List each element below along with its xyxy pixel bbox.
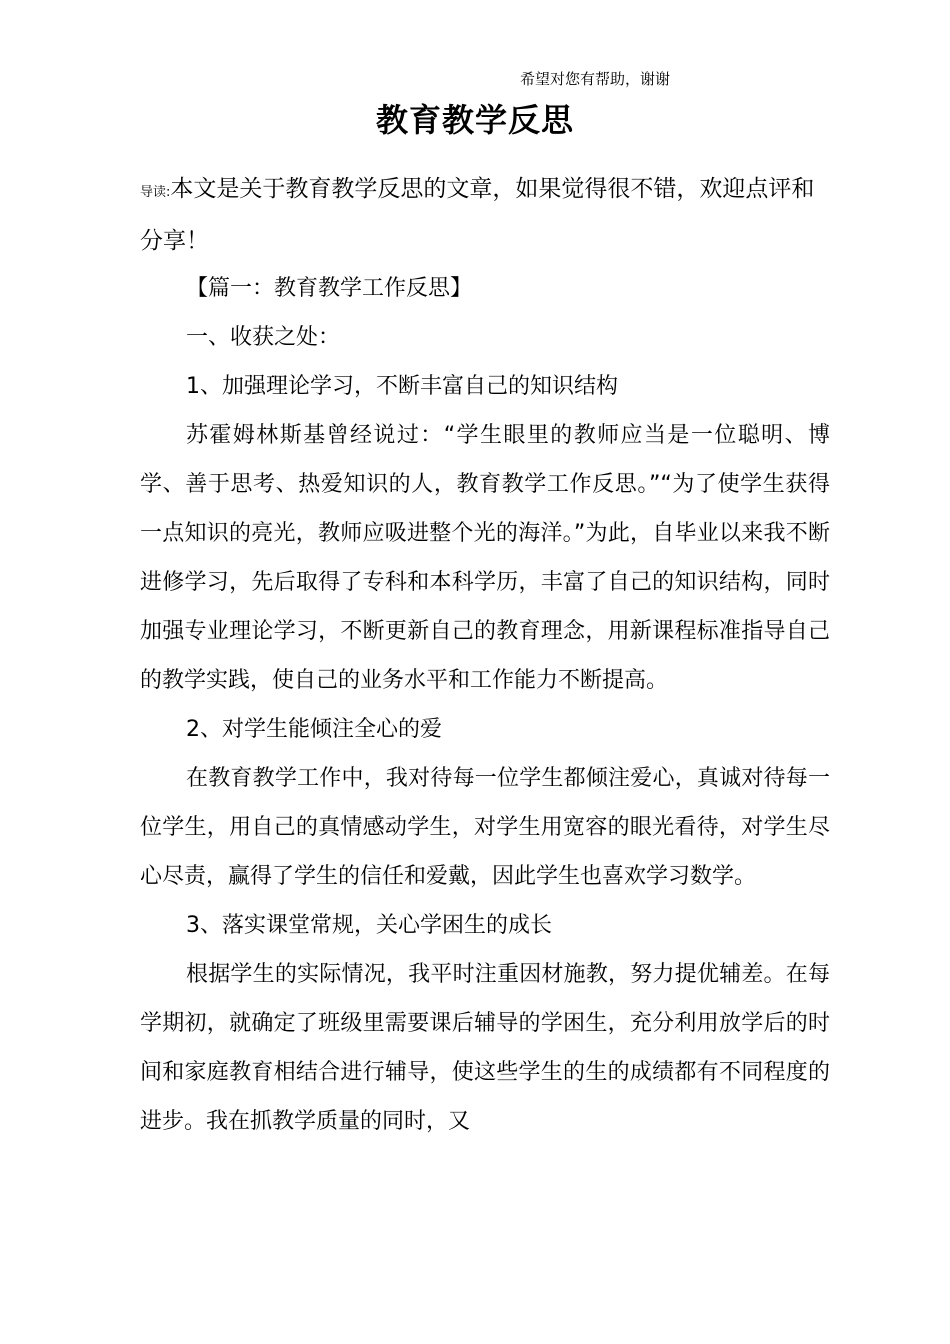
document-title: 教育教学反思 (375, 101, 574, 139)
intro-paragraph (140, 165, 830, 265)
point-heading: 2、对学生能倾注全心的爱 (186, 717, 442, 742)
section-heading: 【篇一：教育教学工作反思】 (186, 276, 473, 301)
point-heading: 1、加强理论学习，不断丰富自己的知识结构 (186, 374, 618, 399)
intro-text: 本文是关于教育教学反思的文章，如果觉得很不错，欢迎点评和分享！ (140, 176, 815, 254)
subsection-heading: 一、收获之处： (186, 325, 341, 350)
intro-label: 导读: (140, 185, 171, 200)
document-body (140, 264, 830, 1146)
body-paragraph: 在教育教学工作中，我对待每一位学生都倾注爱心，真诚对待每一位学生，用自己的真情感动学生，对学生用宽容的眼光看待，对学生尽心尽责，赢得了学生的信任和爱戴，因此学生也喜欢学习数学。 (140, 766, 830, 889)
header-note: 希望对您有帮助，谢谢 (520, 70, 671, 88)
point-heading: 3、落实课堂常规，关心学困生的成长 (186, 913, 552, 938)
body-paragraph: 苏霍姆林斯基曾经说过：“学生眼里的教师应当是一位聪明、博学、善于思考、热爱知识的人，教育教学工作反思。”“为了使学生获得一点知识的亮光，教师应吸进整个光的海洋。”为此，自毕业以来我不断进修学习，先后取得了专科和本科学历，丰富了自己的知识结构，同时加强专业理论学习，不断更新自己的教育理念，用新课程标准指导自己的教学实践，使自己的业务水平和工作能力不断提高。 (140, 423, 830, 693)
body-paragraph: 根据学生的实际情况，我平时注重因材施教，努力提优辅差。在每学期初，就确定了班级里需要课后辅导的学困生，充分利用放学后的时间和家庭教育相结合进行辅导，使这些学生的生的成绩都有不同程度的进步。我在抓教学质量的同时，又 (140, 962, 830, 1134)
